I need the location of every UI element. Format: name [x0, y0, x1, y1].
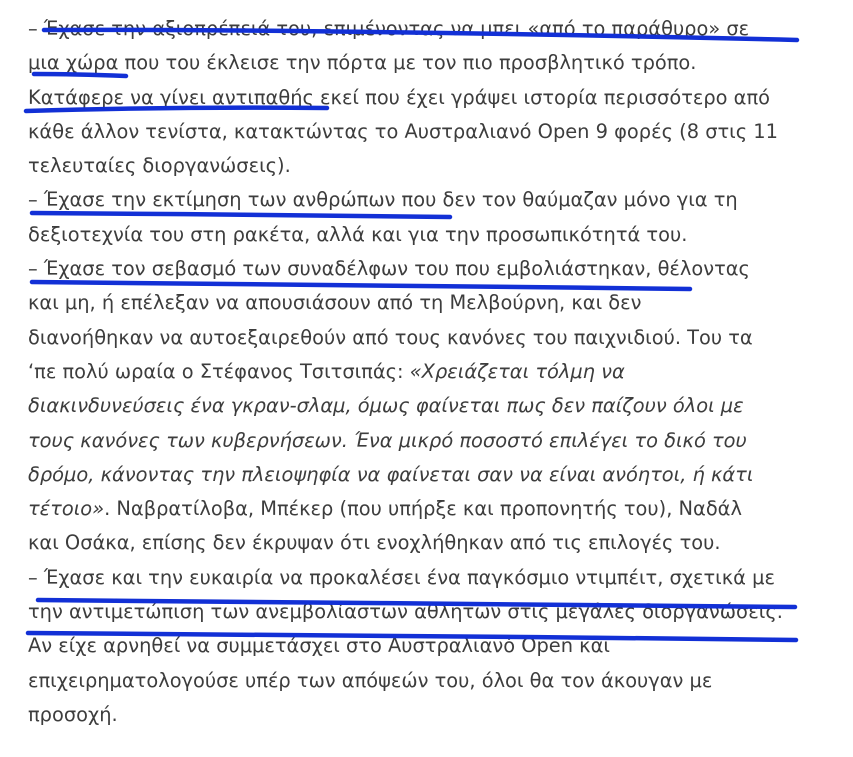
text-line: [28, 115, 828, 149]
text-line: [28, 149, 828, 183]
text-line: [28, 286, 828, 320]
text-line: [28, 46, 828, 80]
text-line: [28, 183, 828, 217]
text-line: [28, 12, 828, 46]
text-line: [28, 664, 828, 698]
text-line: [28, 218, 828, 252]
line-text: – Έχασε και την ευκαιρία να προκαλέσει ένα παγκόσμιο ντιμπέιτ, σχετικά με: [28, 565, 775, 589]
line-text: επιχειρηματολογούσε υπέρ των απόψεών του, όλοι θα τον άκουγαν με: [28, 668, 713, 692]
text-line: [28, 595, 828, 629]
italic-quote-text: τους κανόνες των κυβερνήσεων. Ένα μικρό ποσοστό επιλέγει το δικό του: [28, 428, 747, 452]
text-line: [28, 458, 828, 492]
line-text: – Έχασε τον σεβασμό των συναδέλφων του που εμβολιάστηκαν, θέλοντας: [28, 257, 750, 281]
line-text: – Έχασε την εκτίμηση των ανθρώπων που δεν τον θαύμαζαν μόνο για τη: [28, 188, 738, 212]
line-text: . Ναβρατίλοβα, Μπέκερ (που υπήρξε και προπονητής του), Ναδάλ: [104, 497, 742, 521]
text-line: [28, 629, 828, 663]
line-text: – Έχασε την αξιοπρέπειά του, επιμένοντας να μπει «από το παράθυρο» σε: [28, 17, 750, 40]
text-line: [28, 424, 828, 458]
line-text: και Οσάκα, επίσης δεν έκρυψαν ότι ενοχλήθηκαν από τις επιλογές του.: [28, 531, 721, 555]
text-line: [28, 81, 828, 115]
line-text: την αντιμετώπιση των ανεμβολίαστων αθλητών στις μεγάλες διοργανώσεις.: [28, 600, 783, 624]
text-line: [28, 561, 828, 595]
italic-quote-text: δρόμο, κάνοντας την πλειοψηφία να φαίνεται σαν να είναι ανόητοι, ή κάτι: [28, 462, 754, 486]
text-line: [28, 698, 828, 732]
italic-quote-text: τέτοιο»: [28, 497, 105, 521]
line-text: Αν είχε αρνηθεί να συμμετάσχει στο Αυστραλιανό Open και: [28, 634, 610, 658]
line-text: μια χώρα που του έκλεισε την πόρτα με τον πιο προσβλητικό τρόπο.: [28, 51, 697, 75]
line-text: και μη, ή επέλεξαν να απουσιάσουν από τη Μελβούρνη, και δεν: [28, 291, 642, 315]
line-text: δεξιοτεχνία του στη ρακέτα, αλλά και για την προσωπικότητά του.: [28, 222, 688, 246]
line-text: τελευταίες διοργανώσεις).: [28, 154, 291, 178]
line-text: διανοήθηκαν να αυτοεξαιρεθούν από τους κανόνες του παιχνιδιού. Του τα: [28, 325, 753, 349]
text-line: [28, 355, 828, 389]
line-text: ‘πε πολύ ωραία ο Στέφανος Τσιτσιπάς:: [28, 359, 410, 383]
line-text: κάθε άλλον τενίστα, κατακτώντας το Αυστραλιανό Open 9 φορές (8 στις 11: [28, 119, 778, 143]
text-line: [28, 389, 828, 423]
italic-quote-text: «Χρειάζεται τόλμη να: [409, 359, 625, 383]
text-line: [28, 321, 828, 355]
line-text: Κατάφερε να γίνει αντιπαθής εκεί που έχει γράψει ιστορία περισσότερο από: [28, 85, 771, 109]
text-line: [28, 492, 828, 526]
line-text: προσοχή.: [28, 702, 118, 726]
article-body: [28, 12, 828, 732]
text-line: [28, 252, 828, 286]
italic-quote-text: διακινδυνεύσεις ένα γκραν-σλαμ, όμως φαίνεται πως δεν παίζουν όλοι με: [28, 394, 744, 418]
text-line: [28, 526, 828, 560]
